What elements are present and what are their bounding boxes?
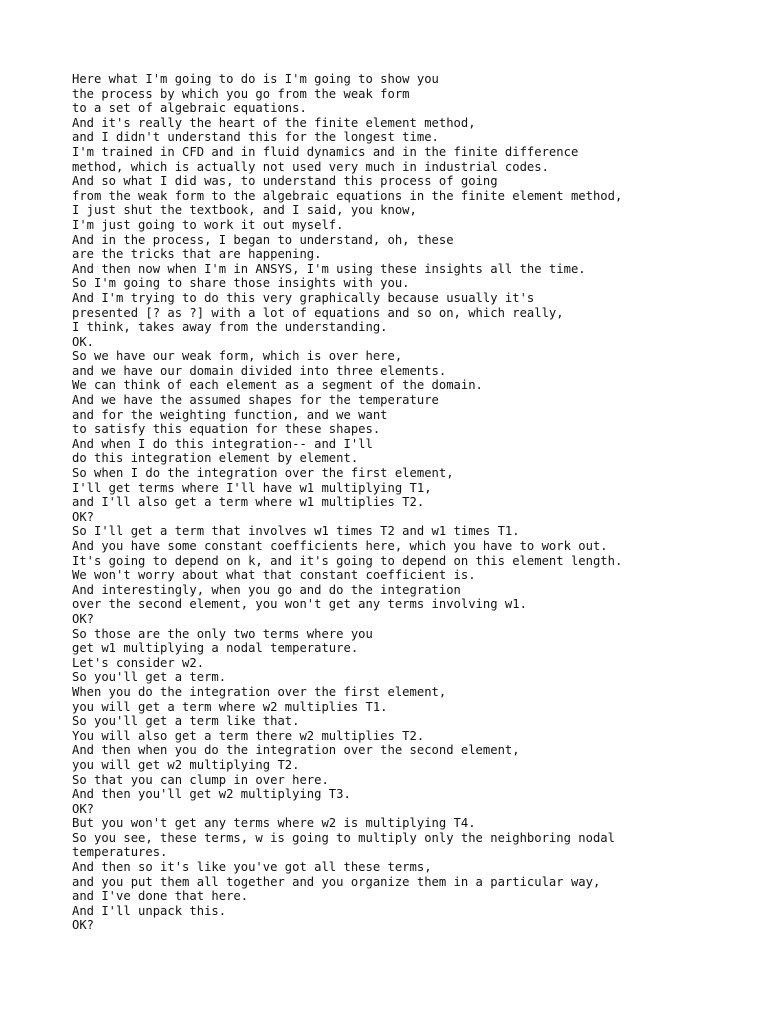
transcript-line: over the second element, you won't get any terms involving w1.	[72, 597, 527, 612]
transcript-line: presented [? as ?] with a lot of equations and so on, which really,	[72, 305, 564, 320]
transcript-line: OK.	[72, 334, 95, 349]
transcript-line: So that you can clump in over here.	[72, 772, 329, 787]
transcript-line: I'm just going to work it out myself.	[72, 217, 344, 232]
transcript-line: OK?	[72, 611, 95, 626]
transcript-line: Let's consider w2.	[72, 655, 205, 670]
transcript-line: So I'll get a term that involves w1 times T2 and w1 times T1.	[72, 524, 520, 539]
transcript-line: method, which is actually not used very much in industrial codes.	[72, 159, 549, 174]
transcript-line: And you have some constant coefficients here, which you have to work out.	[72, 539, 608, 553]
transcript-text	[72, 72, 752, 933]
transcript-line: So those are the only two terms where you	[72, 626, 373, 641]
transcript-line: So you'll get a term.	[72, 670, 227, 685]
transcript-line: OK?	[72, 918, 95, 933]
transcript-line: and I've done that here.	[72, 889, 249, 904]
transcript-line: temperatures.	[72, 845, 168, 860]
transcript-line: And then so it's like you've got all these terms,	[72, 860, 432, 875]
transcript-line: And I'll unpack this.	[72, 903, 227, 918]
transcript-line: I'm trained in CFD and in fluid dynamics and in the finite difference	[72, 144, 579, 159]
transcript-line: you will get a term where w2 multiplies T1.	[72, 699, 388, 714]
transcript-line: I'll get terms where I'll have w1 multiplying T1,	[72, 480, 432, 495]
transcript-line: And then now when I'm in ANSYS, I'm using these insights all the time.	[72, 261, 586, 276]
transcript-line: and I didn't understand this for the longest time.	[72, 130, 439, 145]
transcript-line: When you do the integration over the first element,	[72, 684, 447, 699]
transcript-line: I just shut the textbook, and I said, you know,	[72, 203, 417, 218]
transcript-line: So we have our weak form, which is over here,	[72, 349, 403, 364]
transcript-line: So I'm going to share those insights with you.	[72, 276, 410, 291]
transcript-line: And I'm trying to do this very graphically because usually it's	[72, 290, 535, 305]
transcript-line: OK?	[72, 801, 95, 816]
transcript-line: Here what I'm going to do is I'm going to show you	[72, 72, 439, 86]
transcript-line: and we have our domain divided into three elements.	[72, 363, 447, 378]
transcript-line: We can think of each element as a segment of the domain.	[72, 378, 483, 393]
transcript-line: I think, takes away from the understanding.	[72, 320, 388, 335]
transcript-line: We won't worry about what that constant coefficient is.	[72, 568, 476, 583]
transcript-line: and you put them all together and you organize them in a particular way,	[72, 874, 601, 889]
transcript-line: are the tricks that are happening.	[72, 247, 322, 262]
transcript-line: But you won't get any terms where w2 is multiplying T4.	[72, 816, 476, 831]
transcript-line: It's going to depend on k, and it's going to depend on this element length.	[72, 553, 623, 568]
transcript-line: to satisfy this equation for these shapes.	[72, 422, 381, 437]
transcript-line: And in the process, I began to understand, oh, these	[72, 232, 454, 247]
transcript-line: to a set of algebraic equations.	[72, 101, 307, 116]
transcript-line: get w1 multiplying a nodal temperature.	[72, 641, 359, 656]
transcript-line: do this integration element by element.	[72, 451, 359, 466]
transcript-line: So when I do the integration over the first element,	[72, 466, 454, 481]
transcript-line: And when I do this integration-- and I'll	[72, 436, 373, 451]
transcript-line: And then you'll get w2 multiplying T3.	[72, 787, 351, 802]
transcript-line: And we have the assumed shapes for the temperature	[72, 393, 439, 408]
transcript-line: So you'll get a term like that.	[72, 714, 300, 729]
transcript-line: So you see, these terms, w is going to multiply only the neighboring nodal	[72, 830, 615, 845]
transcript-line: And interestingly, when you go and do the integration	[72, 582, 461, 597]
transcript-line: You will also get a term there w2 multiplies T2.	[72, 728, 425, 743]
transcript-line: And it's really the heart of the finite element method,	[72, 115, 476, 130]
transcript-line: And then when you do the integration over the second element,	[72, 743, 520, 758]
transcript-line: and for the weighting function, and we want	[72, 407, 388, 422]
transcript-line: And so what I did was, to understand this process of going	[72, 174, 498, 189]
transcript-line: OK?	[72, 509, 95, 524]
transcript-line: from the weak form to the algebraic equations in the finite element method,	[72, 188, 623, 203]
transcript-line: the process by which you go from the weak form	[72, 86, 410, 101]
transcript-line: and I'll also get a term where w1 multiplies T2.	[72, 495, 425, 510]
transcript-line: you will get w2 multiplying T2.	[72, 757, 300, 772]
